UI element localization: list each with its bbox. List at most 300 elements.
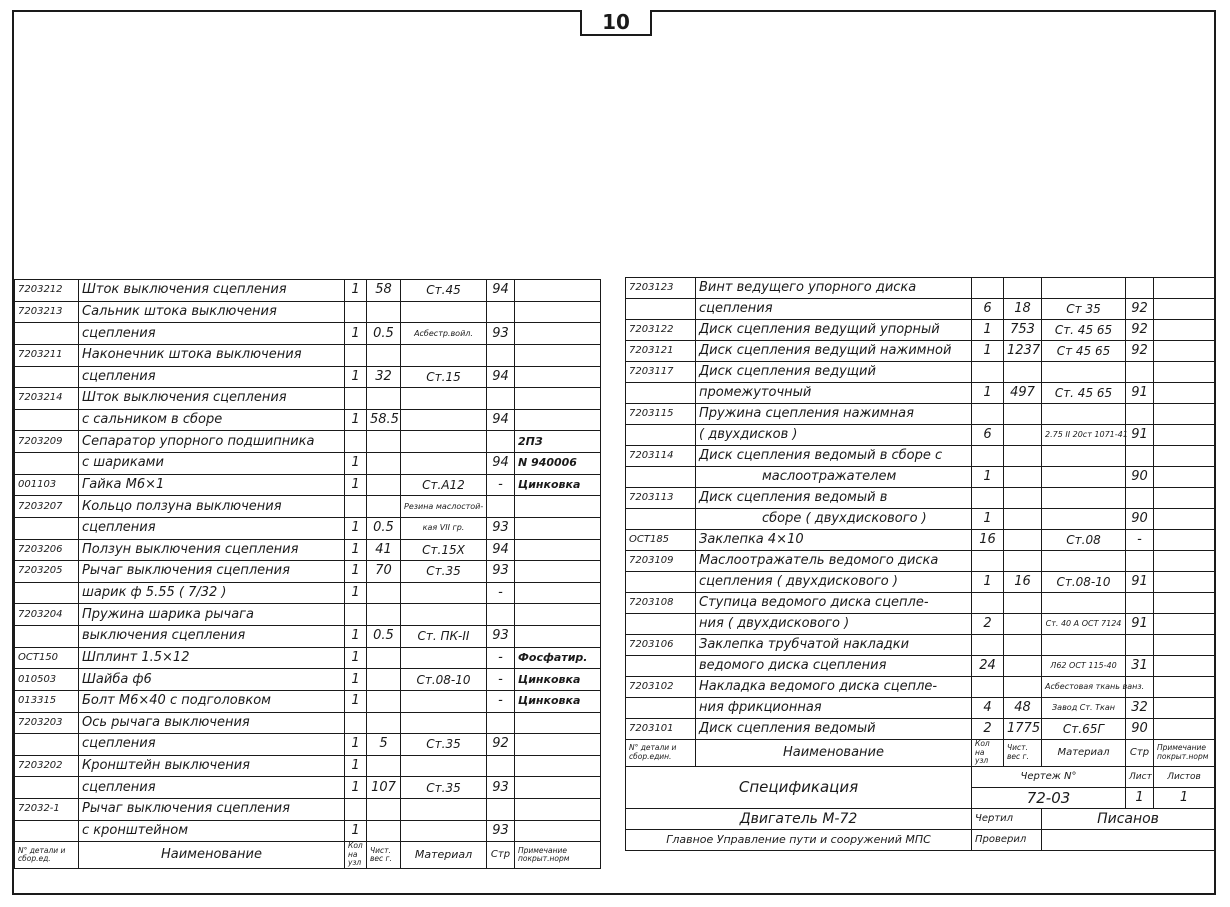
cell-name: ния фрикционная [696,698,972,719]
cell-code: 7203117 [626,362,696,383]
cell-material [401,582,487,604]
cell-page: 91 [1126,614,1154,635]
cell-name: ( двухдисков ) [696,425,972,446]
cell-qty: 1 [972,572,1004,593]
cell-mass [367,755,401,777]
table-row [626,341,1215,362]
cell-mass: 497 [1004,383,1042,404]
cell-material: кая VII гр. [401,517,487,539]
cell-qty [345,301,367,323]
cell-material: Ст.65Г [1042,719,1126,740]
cell-name: ния ( двухдискового ) [696,614,972,635]
cell-note [1154,635,1215,656]
cell-page [1126,635,1154,656]
cell-qty: 1 [345,539,367,561]
table-row [626,593,1215,614]
cell-code [626,572,696,593]
cell-name: сцепления [79,777,345,799]
cell-code [15,820,79,842]
cell-code [15,366,79,388]
cell-qty [972,446,1004,467]
cell-note [515,712,601,734]
cell-note [515,626,601,648]
cell-page: 94 [487,453,515,475]
cell-note [1154,383,1215,404]
cell-qty: 1 [972,320,1004,341]
cell-note [515,799,601,821]
cell-code [15,777,79,799]
cell-name: Пружина шарика рычага [79,604,345,626]
table-row [15,561,601,583]
cell-mass [367,453,401,475]
cell-material [401,712,487,734]
cell-mass: 0.5 [367,517,401,539]
cell-qty: 24 [972,656,1004,677]
cell-mass: 32 [367,366,401,388]
cell-qty [972,404,1004,425]
cell-name: Шайба ф6 [79,669,345,691]
cell-material [1042,635,1126,656]
cell-page [1126,446,1154,467]
cell-page: 94 [487,366,515,388]
cell-name: промежуточный [696,383,972,404]
cell-note [515,734,601,756]
cell-note: Фосфатир. [515,647,601,669]
cell-code [15,626,79,648]
cell-note [515,301,601,323]
cell-code: 7203115 [626,404,696,425]
cell-mass [367,431,401,453]
cell-mass [367,669,401,691]
cell-code: 013315 [15,690,79,712]
cell-page: 92 [1126,320,1154,341]
cell-qty: 1 [972,467,1004,488]
cell-note [1154,362,1215,383]
cell-name: Заклепка 4×10 [696,530,972,551]
drawing-number: 72-03 [972,787,1126,808]
cell-page: 93 [487,517,515,539]
cell-page: 93 [487,323,515,345]
cell-note [1154,551,1215,572]
table-row [15,626,601,648]
cell-name: сцепления [79,517,345,539]
cell-name: Ступица ведомого диска сцепле- [696,593,972,614]
cell-page: 93 [487,561,515,583]
cell-name: Кронштейн выключения [79,755,345,777]
cell-code [626,614,696,635]
cell-name: Заклепка трубчатой накладки [696,635,972,656]
cell-mass [1004,551,1042,572]
cell-name: Шток выключения сцепления [79,388,345,410]
document-title: Спецификация [626,766,972,808]
cell-mass [1004,614,1042,635]
cell-code: 7203122 [626,320,696,341]
cell-material: Ст.08 [1042,530,1126,551]
cell-note [1154,719,1215,740]
cell-code [15,734,79,756]
cell-note [1154,446,1215,467]
cell-mass: 58 [367,280,401,302]
table-row [626,677,1215,698]
table-row [626,299,1215,320]
cell-material [1042,362,1126,383]
cell-material [401,604,487,626]
table-row [15,820,601,842]
cell-code [626,383,696,404]
cell-qty: 1 [345,582,367,604]
cell-name: сцепления [79,323,345,345]
cell-note [1154,341,1215,362]
cell-note [1154,698,1215,719]
cell-note [515,539,601,561]
cell-mass [1004,278,1042,299]
cell-note [1154,320,1215,341]
cell-name: Рычаг выключения сцепления [79,799,345,821]
cell-qty: 1 [345,474,367,496]
cell-code [15,453,79,475]
cell-qty: 1 [345,820,367,842]
cell-code: 7203102 [626,677,696,698]
cell-name: Наконечник штока выключения [79,344,345,366]
cell-note [515,561,601,583]
cell-page: 31 [1126,656,1154,677]
table-row [15,496,601,518]
cell-qty [345,604,367,626]
title-block-row-1 [626,766,1215,787]
cell-qty: 1 [345,517,367,539]
cell-note [1154,530,1215,551]
cell-page [487,344,515,366]
cell-qty: 2 [972,719,1004,740]
cell-page [487,755,515,777]
cell-mass [1004,425,1042,446]
left-table-header [15,842,601,869]
header-code: N° детали и сбор.един. [626,740,696,767]
cell-material [1042,509,1126,530]
cell-qty [345,388,367,410]
drawing-number-label: Чертеж N° [972,766,1126,787]
table-row [626,698,1215,719]
cell-code: 7203108 [626,593,696,614]
cell-material [1042,488,1126,509]
sheet-number: 1 [1126,787,1154,808]
cell-name: сцепления [79,734,345,756]
cell-page [487,388,515,410]
cell-note [1154,467,1215,488]
cell-qty: 1 [972,341,1004,362]
cell-name: Сепаратор упорного подшипника [79,431,345,453]
cell-page: 94 [487,539,515,561]
checked-signature-cell [1042,829,1215,850]
cell-code: 7203114 [626,446,696,467]
cell-note [515,409,601,431]
table-row [626,635,1215,656]
cell-code: 7203101 [626,719,696,740]
cell-material: Ст. 45 65 [1042,320,1126,341]
cell-mass [1004,362,1042,383]
cell-qty [345,712,367,734]
cell-page: 91 [1126,425,1154,446]
cell-code [15,582,79,604]
cell-mass: 753 [1004,320,1042,341]
cell-note [1154,509,1215,530]
cell-name: Диск сцепления ведомый в [696,488,972,509]
cell-qty: 1 [345,561,367,583]
cell-page: - [487,669,515,691]
cell-material: Ст 35 [1042,299,1126,320]
cell-name: выключения сцепления [79,626,345,648]
cell-mass [367,647,401,669]
cell-name: Ползун выключения сцепления [79,539,345,561]
table-row [15,431,601,453]
cell-page: 93 [487,777,515,799]
cell-page: 93 [487,626,515,648]
cell-name: Шплинт 1.5×12 [79,647,345,669]
cell-page: 92 [1126,299,1154,320]
table-row [626,446,1215,467]
cell-code: 7203207 [15,496,79,518]
cell-qty: 1 [345,734,367,756]
table-row [626,278,1215,299]
cell-code: 7203113 [626,488,696,509]
table-row [15,301,601,323]
cell-name: Гайка М6×1 [79,474,345,496]
cell-material: Ст. ПК-II [401,626,487,648]
cell-name: Диск сцепления ведомый [696,719,972,740]
cell-code: 7203203 [15,712,79,734]
table-row [626,614,1215,635]
cell-code: 7203205 [15,561,79,583]
cell-name: сцепления [79,366,345,388]
cell-mass [1004,593,1042,614]
cell-page [1126,404,1154,425]
title-block-row-3 [626,808,1215,829]
cell-qty [345,496,367,518]
cell-name: Винт ведущего упорного диска [696,278,972,299]
cell-code: ОСТ185 [626,530,696,551]
cell-name: с шариками [79,453,345,475]
cell-material [401,431,487,453]
cell-note [1154,677,1215,698]
header-qty: Кол на узл [345,842,367,869]
cell-page: - [487,647,515,669]
cell-note [1154,656,1215,677]
cell-material: Ст.45 [401,280,487,302]
cell-material [401,301,487,323]
table-row [626,530,1215,551]
cell-mass [367,799,401,821]
cell-note [1154,614,1215,635]
cell-page [487,301,515,323]
cell-mass [1004,446,1042,467]
table-row [15,344,601,366]
cell-qty [345,344,367,366]
cell-qty: 1 [972,509,1004,530]
cell-qty: 1 [345,280,367,302]
cell-note [515,820,601,842]
cell-code: 010503 [15,669,79,691]
cell-material [1042,278,1126,299]
cell-page: 90 [1126,719,1154,740]
cell-note [515,323,601,345]
cell-page: 93 [487,820,515,842]
table-row [15,604,601,626]
table-row [15,323,601,345]
cell-code [15,517,79,539]
right-table-header [626,740,1215,767]
table-row [626,320,1215,341]
cell-note [1154,404,1215,425]
cell-name: с сальником в сборе [79,409,345,431]
cell-material [401,690,487,712]
cell-qty: 1 [345,755,367,777]
table-row [626,467,1215,488]
cell-qty: 1 [345,690,367,712]
cell-note [1154,593,1215,614]
header-name: Наименование [79,842,345,869]
table-row [626,362,1215,383]
cell-name: Сальник штока выключения [79,301,345,323]
header-page: Стр [487,842,515,869]
right-spec-table [625,277,1215,851]
cell-qty: 1 [345,777,367,799]
sheet-label: Лист [1126,766,1154,787]
cell-note [1154,278,1215,299]
cell-name: Накладка ведомого диска сцепле- [696,677,972,698]
cell-mass [367,582,401,604]
cell-page: 94 [487,280,515,302]
cell-qty: 16 [972,530,1004,551]
cell-material [401,409,487,431]
table-row [15,280,601,302]
cell-qty [972,677,1004,698]
cell-name: с кронштейном [79,820,345,842]
cell-mass: 48 [1004,698,1042,719]
cell-qty: 1 [345,647,367,669]
cell-code: 7203214 [15,388,79,410]
table-row [15,799,601,821]
cell-mass [367,496,401,518]
table-row [15,517,601,539]
cell-qty [972,635,1004,656]
cell-page [487,496,515,518]
cell-material: Ст.35 [401,561,487,583]
cell-code: 7203211 [15,344,79,366]
cell-page: - [487,474,515,496]
cell-note [1154,488,1215,509]
cell-material [401,453,487,475]
cell-qty: 6 [972,425,1004,446]
cell-qty: 1 [345,366,367,388]
checked-label: Проверил [972,829,1042,850]
cell-mass [1004,530,1042,551]
cell-material [1042,467,1126,488]
table-row [15,777,601,799]
cell-code [626,509,696,530]
drew-label: Чертил [972,808,1042,829]
header-material: Материал [1042,740,1126,767]
cell-material [1042,551,1126,572]
cell-page: 92 [1126,341,1154,362]
cell-code: 7203106 [626,635,696,656]
sheets-label: Листов [1154,766,1215,787]
cell-material [401,388,487,410]
cell-note [1154,299,1215,320]
cell-qty: 1 [345,626,367,648]
table-row [626,719,1215,740]
sheets-count: 1 [1154,787,1215,808]
cell-mass: 1775 [1004,719,1042,740]
left-spec-table [14,279,601,869]
header-mass: Чист. вес г. [367,842,401,869]
cell-mass: 0.5 [367,626,401,648]
cell-name: Маслоотражатель ведомого диска [696,551,972,572]
cell-material: Асбестр.войл. [401,323,487,345]
table-row [15,712,601,734]
header-name: Наименование [696,740,972,767]
cell-page: - [487,582,515,604]
cell-note [515,517,601,539]
cell-mass [367,690,401,712]
cell-material: Ст.08-10 [1042,572,1126,593]
cell-page: 91 [1126,383,1154,404]
cell-code: 7203212 [15,280,79,302]
cell-material [401,647,487,669]
cell-code: 7203202 [15,755,79,777]
table-row [626,572,1215,593]
table-row [626,551,1215,572]
table-row [15,474,601,496]
cell-page: 91 [1126,572,1154,593]
cell-mass: 70 [367,561,401,583]
cell-mass [1004,656,1042,677]
table-row [15,690,601,712]
cell-page [487,712,515,734]
cell-name: Рычаг выключения сцепления [79,561,345,583]
table-row [626,383,1215,404]
cell-code [626,425,696,446]
cell-material: Ст.15 [401,366,487,388]
header-code: N° детали и сбор.ед. [15,842,79,869]
cell-code [626,656,696,677]
table-row [15,582,601,604]
cell-mass [367,820,401,842]
title-block-row-4 [626,829,1215,850]
cell-mass: 5 [367,734,401,756]
cell-name: Ось рычага выключения [79,712,345,734]
cell-note: 2ПЗ [515,431,601,453]
cell-mass: 107 [367,777,401,799]
table-row [626,509,1215,530]
cell-code: ОСТ150 [15,647,79,669]
table-row [626,488,1215,509]
header-note: Примечание покрыт.норм [1154,740,1215,767]
cell-note [515,777,601,799]
cell-material: Ст.35 [401,734,487,756]
cell-qty: 1 [345,409,367,431]
cell-code [15,323,79,345]
cell-name: Кольцо ползуна выключения [79,496,345,518]
cell-page: 32 [1126,698,1154,719]
cell-page: 94 [487,409,515,431]
cell-name: шарик ф 5.55 ( 7/32 ) [79,582,345,604]
cell-qty: 6 [972,299,1004,320]
table-row [15,669,601,691]
cell-name: сцепления [696,299,972,320]
cell-material: Завод Ст. Ткан [1042,698,1126,719]
cell-material: Ст.А12 [401,474,487,496]
cell-mass [367,604,401,626]
